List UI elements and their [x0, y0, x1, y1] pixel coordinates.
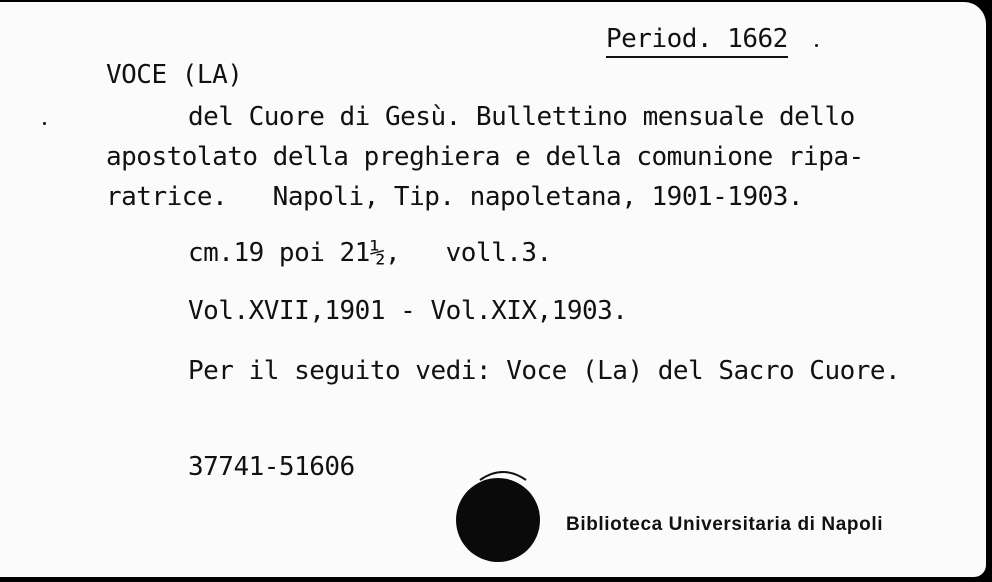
library-stamp: Biblioteca Universitaria di Napoli [566, 514, 884, 535]
note: Per il seguito vedi: Voce (La) del Sacro Cuore. [188, 356, 901, 386]
heading: VOCE (LA) [106, 60, 243, 90]
ink-dot [815, 44, 818, 47]
title-line-1: del Cuore di Gesù. Bullettino mensuale dello [188, 102, 855, 132]
shelfmark: Period. 1662 [606, 24, 788, 58]
catalog-card [0, 2, 986, 577]
library-seal-icon [456, 478, 540, 562]
holdings: Vol.XVII,1901 - Vol.XIX,1903. [188, 296, 628, 326]
physical-description: cm.19 poi 21½, voll.3. [188, 238, 552, 268]
accession-number: 37741-51606 [188, 452, 355, 482]
title-line-3: ratrice. Napoli, Tip. napoletana, 1901-1903. [106, 182, 804, 212]
title-line-2: apostolato della preghiera e della comunione ripa- [106, 142, 864, 172]
ink-dot [43, 122, 46, 125]
